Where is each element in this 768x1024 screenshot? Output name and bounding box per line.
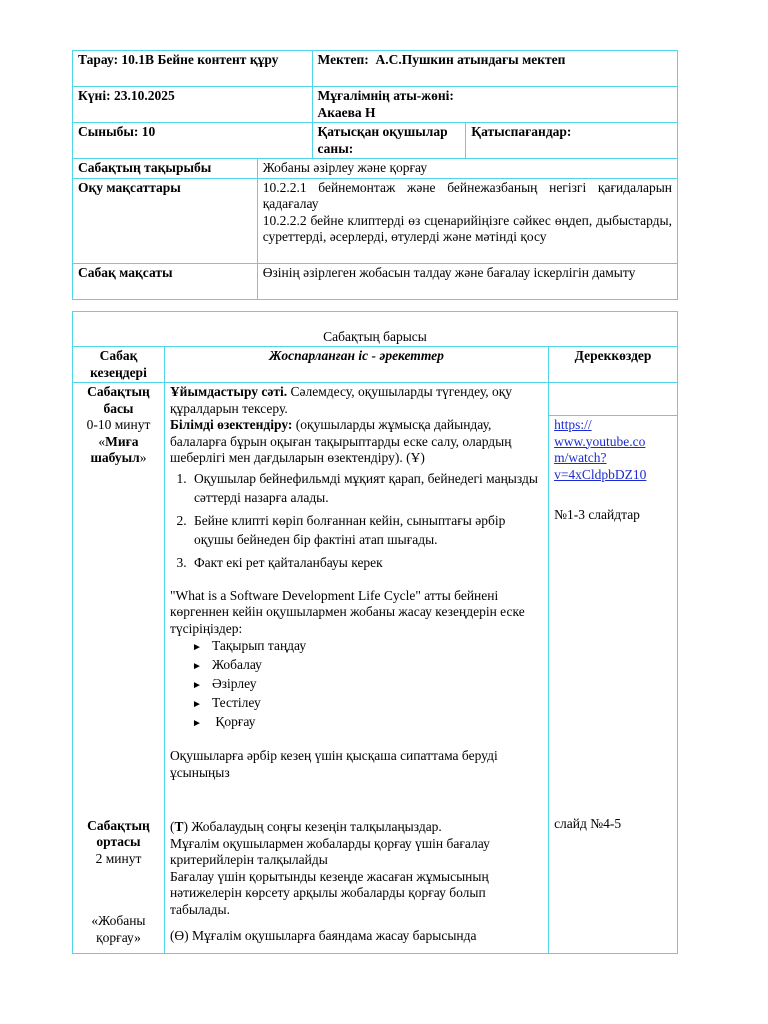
- stage1-name: Сабақтың басы: [87, 384, 150, 416]
- teacher-label: Мұғалімнің аты-жөні:: [317, 88, 454, 103]
- list-item: ► Жобалау: [192, 656, 543, 675]
- present-cell: Қатысқан оқушылар саны:: [312, 123, 466, 159]
- list-item: ► Тестілеу: [192, 694, 543, 713]
- list-item: 3. Факт екі рет қайталанбауы керек: [190, 553, 543, 572]
- date-cell: Күні: 23.10.2025: [73, 87, 313, 123]
- phases-list: [170, 637, 543, 732]
- list-item: 2. Бейне клипті көріп болғаннан кейін, сыныптағы әрбір оқушы бейнеден бір фактіні атап шығады.: [190, 511, 543, 549]
- col-stage-header: Сабақ кезеңдері: [73, 347, 165, 383]
- objectives-value: [257, 178, 677, 263]
- lesson-plan-table: [72, 311, 678, 954]
- org-paragraph: Ұйымдастыру сәті. Сәлемдесу, оқушыларды түгендеу, оқу құралдарын тексеру.: [169, 384, 513, 416]
- knowledge-paragraph: Білімді өзектендіру: (оқушыларды жұмысқа дайындау, балаларға бұрын оқыған тақырыптарды еске салу, олардың шеберлігі мен дағдыларын өзектендіру). (Ұ): [169, 417, 512, 465]
- describe-paragraph: Оқушыларға әрбір кезең үшін қысқаша сипаттама беруді ұсыныңыз: [169, 748, 498, 780]
- mid-paragraph-3: Бағалау үшін қорытынды кезеңде жасаған жұмысының нәтижелерін көрсету арқылы жобаларды қорғау болып табылады.: [169, 868, 489, 917]
- slides-2: слайд №4-5: [554, 815, 622, 831]
- stage2-time: 2 минут: [95, 850, 142, 866]
- list-item: ► Қорғау: [192, 713, 543, 732]
- list-item: 1. Оқушылар бейнефильмді мұқият қарап, бейнедегі маңызды сәттерді назарға алады.: [190, 469, 543, 507]
- col-resources-header: Дереккөздер: [549, 347, 678, 383]
- topic-label: Сабақтың тақырыбы: [73, 159, 258, 179]
- goal-value: Өзінің әзірлеген жобасын талдау және бағалау іскерлігін дамыту: [257, 263, 677, 299]
- list-item: ► Тақырып таңдау: [192, 637, 543, 656]
- steps-list: [170, 469, 543, 572]
- list-item: ► Әзірлеу: [192, 675, 543, 694]
- mid-paragraph-2: Мұғалім оқушылармен жобаларды қорғау үшін бағалау критерийлерін талқылайды: [169, 835, 490, 867]
- arrow-bullet-icon: ►: [191, 642, 202, 653]
- arrow-bullet-icon: ►: [191, 718, 202, 729]
- topic-value: Жобаны әзірлеу және қорғау: [257, 159, 677, 179]
- class-cell: Сыныбы: 10: [73, 123, 313, 159]
- objective-2: 10.2.2.2 бейне клиптерді өз сценарийіңізге сәйкес өңдеп, дыбыстарды, суреттерді, әсерлерді, өтулерді және мәтінді қосу: [262, 212, 672, 244]
- resources-cell: [549, 416, 678, 954]
- mid-paragraph-4: (Ө) Мұғалім оқушыларға баяндама жасау барысында: [169, 928, 477, 943]
- arrow-bullet-icon: ►: [191, 699, 202, 710]
- slides-1: №1-3 слайдтар: [554, 507, 640, 522]
- goal-label: Сабақ мақсаты: [73, 263, 258, 299]
- objective-1: 10.2.2.1 бейнемонтаж және бейнежазбаның негізгі қағидаларын қадағалау: [262, 179, 672, 211]
- section-cell: Тарау: 10.1В Бейне контент құру: [73, 51, 313, 87]
- stage1-time: 0-10 минут: [86, 417, 151, 432]
- col-actions-header: Жоспарланған іс - әрекеттер: [164, 347, 548, 383]
- arrow-bullet-icon: ►: [191, 661, 202, 672]
- stage1-method: «Миға шабуыл»: [90, 433, 147, 465]
- lesson-header-table: [72, 50, 678, 300]
- objectives-label: Оқу мақсаттары: [73, 178, 258, 263]
- teacher-cell: [312, 87, 677, 123]
- stage-cell: [73, 383, 165, 954]
- school-cell: [312, 51, 677, 87]
- youtube-link[interactable]: https:// www.youtube.co m/watch? v=4xCldpbDZ10: [554, 417, 647, 482]
- resources-empty-cell: [549, 383, 678, 416]
- video-paragraph: "What is a Software Development Life Cycle" атты бейнені көргеннен кейін оқушылармен жобаны жасау кезеңдерін еске түсіріңіздер:: [169, 587, 525, 636]
- school-label: Мектеп:: [317, 52, 369, 67]
- actions-cell: [164, 383, 548, 954]
- stage2-method: «Жобаны қорғау»: [91, 913, 146, 945]
- teacher-value: Акаева Н: [317, 104, 376, 120]
- absent-cell: Қатыспағандар:: [466, 123, 678, 159]
- mid-paragraph-1: (Т) Жобалаудың соңғы кезеңін талқылаңыздар.: [169, 819, 442, 834]
- arrow-bullet-icon: ►: [191, 680, 202, 691]
- plan-title: Сабақтың барысы: [73, 312, 678, 347]
- school-value: А.С.Пушкин атындағы мектеп: [375, 52, 566, 67]
- stage2-name: Сабақтың ортасы: [87, 817, 150, 849]
